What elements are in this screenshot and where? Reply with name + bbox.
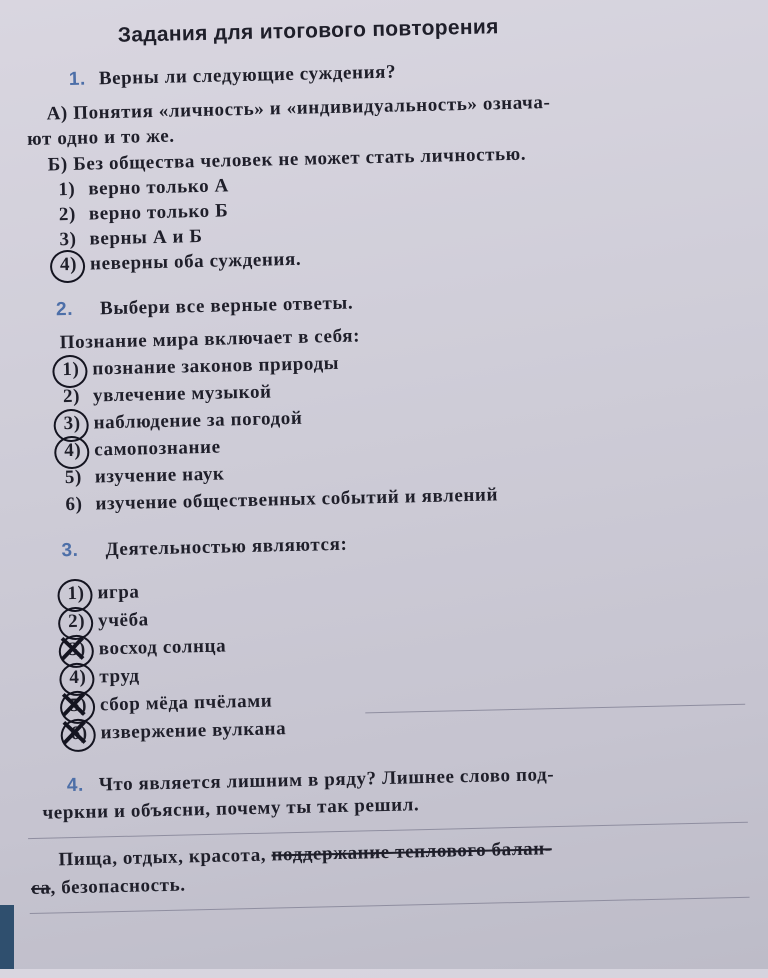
q1-option-1: 1) верно только А bbox=[58, 175, 230, 201]
answer-line bbox=[365, 704, 745, 714]
answer-line-bottom bbox=[30, 897, 750, 914]
q2-lead: Познание мира включает в себя: bbox=[59, 325, 361, 354]
q2-option-3-circled: 3) наблюдение за погодой bbox=[63, 407, 303, 435]
q3-option-5-crossed: 5) ✕ сбор мёда пчёлами bbox=[70, 691, 273, 718]
q3-number: 3. bbox=[61, 539, 79, 562]
q2-option-6: 6) изучение общественных событий и явлений bbox=[65, 484, 499, 516]
q3-option-3-crossed: 3) ✕ восход солнца bbox=[69, 636, 227, 662]
q1-option-3: 3) верны А и Б bbox=[59, 225, 203, 251]
q1-option-2: 2) верно только Б bbox=[58, 200, 229, 226]
q2-option-5: 5) изучение наук bbox=[64, 463, 225, 489]
q4-question-line2: черкни и объясни, почему ты так решил. bbox=[42, 794, 420, 824]
answer-line-top bbox=[28, 822, 748, 839]
q2-option-1-circled: 1) познание законов природы bbox=[62, 352, 340, 381]
q4-number: 4. bbox=[66, 774, 85, 797]
q3-option-6-crossed: 6) ✕ извержение вулкана bbox=[70, 718, 286, 745]
q1-question bbox=[69, 62, 397, 91]
book-cover-edge bbox=[0, 905, 14, 969]
q1-statement-a-line2: ют одно и то же. bbox=[26, 125, 175, 150]
q3-option-2-circled: 2) учёба bbox=[67, 609, 150, 633]
q3-option-4-circled: 4) труд bbox=[69, 665, 140, 689]
q1-statement-b: Б) Без общества человек не может стать личностью. bbox=[47, 143, 527, 176]
q1-option-4-circled: 4) неверны оба суждения. bbox=[59, 248, 302, 276]
q4-answer-line2: са, безопасность. bbox=[30, 874, 186, 900]
q2-text: Выбери все верные ответы. bbox=[99, 292, 354, 320]
q4-question-line1: 4. Что является лишним в ряду? Лишнее слово под- bbox=[66, 764, 555, 797]
q1-text: Верны ли следующие суждения? bbox=[98, 61, 397, 90]
q3-text: Деятельностью являются: bbox=[105, 533, 348, 561]
struck-word: поддержание теплового балан- bbox=[271, 838, 552, 866]
q3-option-1-circled: 1) игра bbox=[67, 581, 140, 605]
q2-number: 2. bbox=[55, 298, 74, 321]
q1-number: 1. bbox=[68, 68, 87, 90]
q3-question bbox=[61, 534, 347, 562]
q2-option-2: 2) увлечение музыкой bbox=[62, 381, 272, 408]
q1-statement-a-line1: А) Понятия «личность» и «индивидуальность» означа- bbox=[46, 92, 551, 125]
q2-option-4-circled: 4) самопознание bbox=[64, 436, 221, 462]
q4-answer-line1: Пища, отдых, красота, поддержание теплового балан- bbox=[58, 838, 552, 871]
page-title: Задания для итогового повторения bbox=[117, 15, 499, 47]
q2-question bbox=[56, 293, 354, 322]
